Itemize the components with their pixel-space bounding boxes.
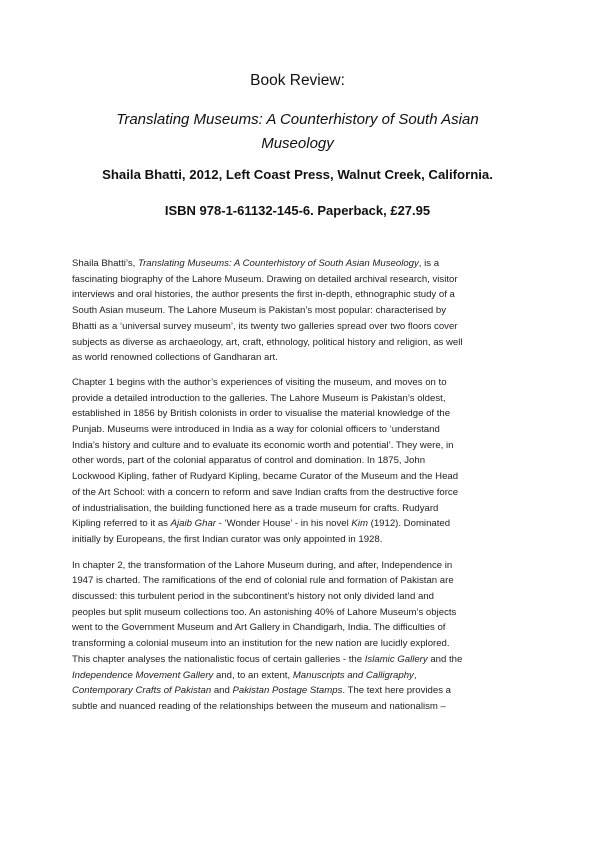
author-publisher-line: Shaila Bhatti, 2012, Left Coast Press, Walnut Creek, California. bbox=[102, 167, 493, 182]
italic-text: Contemporary Crafts of Pakistan bbox=[72, 685, 212, 697]
text-line bbox=[72, 406, 525, 422]
book-title-line-2: Museology bbox=[261, 135, 334, 152]
italic-text: Islamic Gallery bbox=[364, 653, 428, 665]
text-line bbox=[72, 532, 525, 548]
text-line bbox=[72, 589, 525, 605]
text-run: (1912). Dominated bbox=[367, 518, 451, 530]
text-run: and the bbox=[427, 653, 463, 665]
text-line bbox=[72, 256, 525, 272]
text-line bbox=[72, 516, 525, 532]
text-line bbox=[72, 438, 525, 454]
paragraph-3 bbox=[72, 558, 525, 715]
text-run: and bbox=[211, 685, 233, 697]
text-run: discussed: this turbulent period in the subcontinent’s history not only divided land and bbox=[72, 591, 434, 603]
text-run: as world renowned collections of Gandharan art. bbox=[72, 352, 278, 364]
text-line bbox=[72, 375, 525, 391]
text-run: subtle and nuanced reading of the relationships between the museum and nationalism – bbox=[72, 700, 446, 712]
text-run: Kipling referred to it as bbox=[72, 518, 171, 530]
italic-text: Independence Movement Gallery bbox=[72, 669, 214, 681]
text-run: other words, part of the colonial apparatus of control and domination. In 1875, John bbox=[72, 455, 426, 467]
text-run: In chapter 2, the transformation of the Lahore Museum during, and after, Independence in bbox=[72, 559, 453, 571]
text-run: peoples but split museum collections too. An astonishing 40% of Lahore Museum’s objects bbox=[72, 606, 457, 618]
italic-text: Ajaib Ghar bbox=[170, 518, 216, 530]
text-line bbox=[72, 422, 525, 438]
book-title bbox=[40, 108, 555, 156]
text-line bbox=[72, 620, 525, 636]
text-run: India’s history and culture and to evaluate its economic worth and potential’. They were, in bbox=[72, 439, 454, 451]
book-title-line-1: Translating Museums: A Counterhistory of South Asian bbox=[116, 111, 479, 128]
text-run: Chapter 1 begins with the author’s experiences of visiting the museum, and moves on to bbox=[72, 376, 447, 388]
text-line bbox=[72, 453, 525, 469]
text-line bbox=[72, 303, 525, 319]
text-run: , is a bbox=[418, 258, 440, 269]
text-line bbox=[72, 605, 525, 621]
paragraph-1 bbox=[72, 256, 525, 366]
text-run: established in 1856 by British colonists in order to visualise the material knowledge of the bbox=[72, 408, 451, 420]
text-line bbox=[72, 319, 525, 335]
text-line bbox=[72, 699, 525, 715]
text-run: , bbox=[413, 669, 417, 681]
italic-text: Kim bbox=[351, 518, 368, 530]
text-run: - ‘Wonder House’ - in his novel bbox=[215, 518, 352, 530]
text-run: Shaila Bhatti’s, bbox=[72, 258, 138, 269]
text-run: Punjab. Museums were introduced in India as a way for colonial officers to ‘understand bbox=[72, 424, 440, 436]
text-line bbox=[72, 558, 525, 574]
isbn-price-line: ISBN 978-1-61132-145-6. Paperback, £27.95 bbox=[164, 203, 431, 218]
italic-text: Pakistan Postage Stamps bbox=[232, 685, 343, 697]
italic-text: Manuscripts and Calligraphy bbox=[292, 669, 414, 681]
text-run: . The text here provides a bbox=[342, 685, 451, 697]
text-run: Lockwood Kipling, father of Rudyard Kipling, became Curator of the Museum and the Head bbox=[72, 471, 459, 483]
text-line bbox=[72, 287, 525, 303]
text-line bbox=[72, 636, 525, 652]
text-run: provide a detailed introduction to the galleries. The Lahore Museum is Pakistan’s oldest, bbox=[72, 392, 446, 404]
text-run: 1947 is charted. The ramifications of the end of colonial rule and formation of Pakistan are bbox=[72, 575, 454, 587]
text-run: went to the Government Museum and Art Gallery in Chandigarh, India. The difficulties of bbox=[72, 622, 446, 634]
text-run: subjects as diverse as archaeology, art, craft, ethnology, political history and religion, as well bbox=[72, 336, 463, 348]
text-run: interviews and oral histories, the author presents the first in-depth, ethnographic study of a bbox=[72, 289, 455, 301]
text-line bbox=[72, 391, 525, 407]
text-line bbox=[72, 272, 525, 288]
review-label: Book Review: bbox=[250, 72, 345, 89]
text-line bbox=[72, 501, 525, 517]
text-line bbox=[72, 485, 525, 501]
text-line bbox=[72, 573, 525, 589]
paragraph-2 bbox=[72, 375, 525, 548]
text-line bbox=[72, 652, 525, 668]
text-run: initially by Europeans, the first Indian curator was only appointed in 1928. bbox=[72, 533, 383, 545]
text-run: fascinating biography of the Lahore Museum. Drawing on detailed archival research, visitor bbox=[72, 273, 458, 285]
review-body bbox=[72, 256, 525, 724]
italic-text: Translating Museums: A Counterhistory of South Asian Museology bbox=[137, 258, 419, 269]
text-run: and, to an extent, bbox=[213, 669, 293, 681]
text-run: of industrialisation, the building functioned here as a trade museum for crafts. Rudyard bbox=[72, 502, 439, 514]
text-run: This chapter analyses the nationalistic focus of certain galleries - the bbox=[72, 653, 365, 665]
text-line bbox=[72, 683, 525, 699]
text-line bbox=[72, 668, 525, 684]
text-run: transforming a colonial museum into an institution for the new nation are lucidly explored. bbox=[72, 638, 450, 650]
text-run: South Asian museum. The Lahore Museum is Pakistan’s most popular: characterised by bbox=[72, 305, 446, 317]
text-line bbox=[72, 350, 525, 366]
text-run: Bhatti as a ‘universal survey museum’, its twenty two galleries spread over two floors cover bbox=[72, 320, 458, 332]
text-line bbox=[72, 335, 525, 351]
text-run: of the Art School: with a concern to reform and save Indian crafts from the destructive force bbox=[72, 486, 459, 498]
text-line bbox=[72, 469, 525, 485]
